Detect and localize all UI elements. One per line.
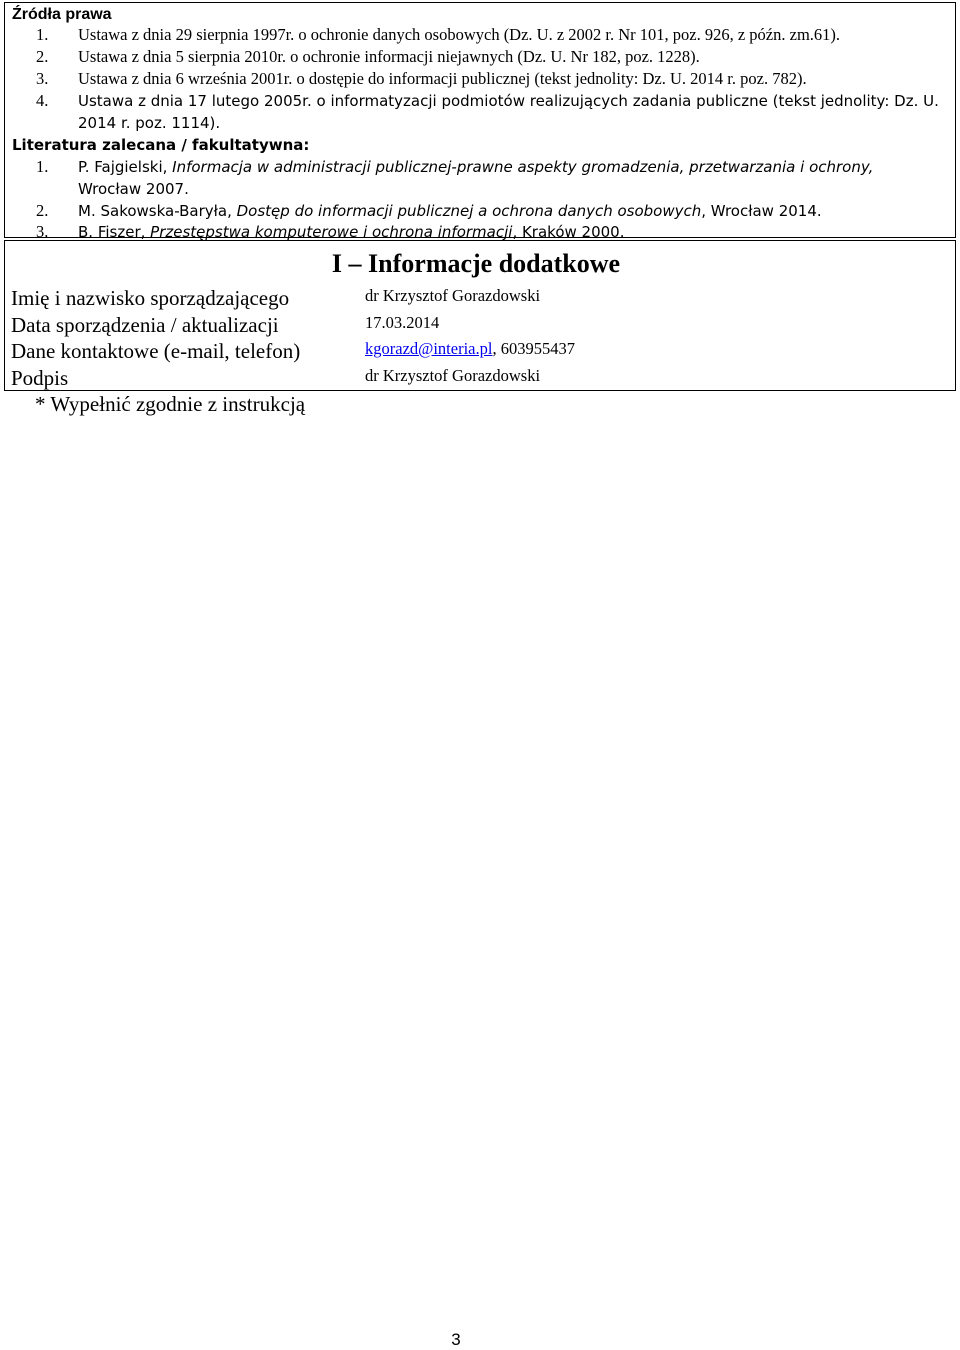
author-name-value: dr Krzysztof Gorazdowski xyxy=(365,286,541,305)
source-item-4-continuation: 2014 r. poz. 1114). xyxy=(78,114,221,132)
literature-item-number: 2. xyxy=(36,201,49,220)
literature-author: M. Sakowska-Baryła, xyxy=(78,202,237,220)
source-item-number: 4. xyxy=(36,91,49,110)
literature-author: B. Fiszer, xyxy=(78,223,151,241)
fill-instruction-note: * Wypełnić zgodnie z instrukcją xyxy=(35,392,306,416)
literature-heading: Literatura zalecana / fakultatywna: xyxy=(12,136,310,154)
literature-item-1-continuation: Wrocław 2007. xyxy=(78,180,189,198)
signature-value: dr Krzysztof Gorazdowski xyxy=(365,366,541,385)
source-item-text: Ustawa z dnia 29 sierpnia 1997r. o ochronie danych osobowych (Dz. U. z 2002 r. Nr 101, poz. 926, z późn. zm.61). xyxy=(78,25,841,44)
literature-item-text xyxy=(78,201,822,221)
contact-label: Dane kontaktowe (e-mail, telefon) xyxy=(11,339,301,363)
additional-info-title: I – Informacje dodatkowe xyxy=(331,249,621,278)
literature-author: P. Fajgielski, xyxy=(78,158,173,176)
source-item-text: Ustawa z dnia 6 września 2001r. o dostępie do informacji publicznej (tekst jednolity: Dz. U. 2014 r. poz. 782). xyxy=(78,69,807,88)
literature-item-text xyxy=(78,157,873,177)
sources-heading: Źródła prawa xyxy=(12,6,112,23)
date-value: 17.03.2014 xyxy=(365,313,440,332)
source-item-number: 1. xyxy=(36,25,49,44)
literature-title: Informacja w administracji publicznej-prawne aspekty gromadzenia, przetwarzania i ochrony, xyxy=(172,158,874,176)
literature-item-number: 3. xyxy=(36,222,49,241)
literature-item-text xyxy=(78,222,624,242)
signature-label: Podpis xyxy=(11,366,69,390)
source-item-text: Ustawa z dnia 5 sierpnia 2010r. o ochronie informacji niejawnych (Dz. U. Nr 182, poz. 1228). xyxy=(78,47,700,66)
literature-item-number: 1. xyxy=(36,157,49,176)
source-item-text: Ustawa z dnia 17 lutego 2005r. o informatyzacji podmiotów realizujących zadania publiczne (tekst jednolity: Dz. U. xyxy=(78,92,939,110)
literature-rest: , Wrocław 2014. xyxy=(701,202,822,220)
contact-value xyxy=(365,339,575,359)
phone-number: , 603955437 xyxy=(492,339,575,358)
email-link[interactable]: kgorazd@interia.pl xyxy=(365,339,493,358)
source-item-number: 3. xyxy=(36,69,49,88)
literature-title: Przestępstwa komputerowe i ochrona informacji xyxy=(150,223,513,241)
author-name-label: Imię i nazwisko sporządzającego xyxy=(11,286,290,310)
literature-rest: , Kraków 2000. xyxy=(512,223,625,241)
date-label: Data sporządzenia / aktualizacji xyxy=(11,313,279,337)
literature-title: Dostęp do informacji publicznej a ochrona danych osobowych xyxy=(236,202,702,220)
source-item-number: 2. xyxy=(36,47,49,66)
page-number: 3 xyxy=(451,1330,461,1349)
